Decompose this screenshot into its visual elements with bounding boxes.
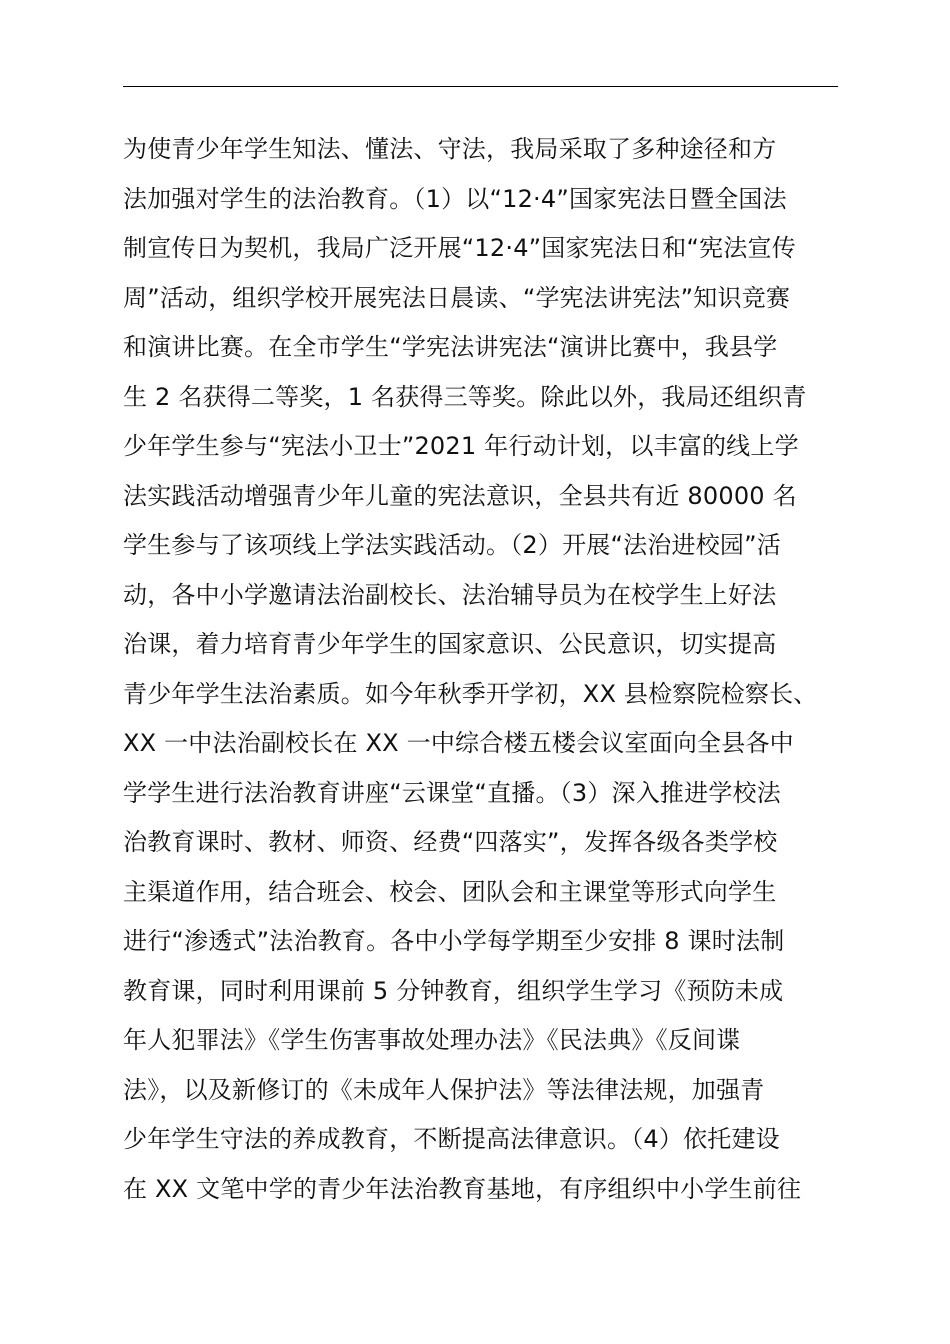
text-line: 和演讲比赛。在全市学生“学宪法讲宪法“演讲比赛中，我县学	[123, 333, 778, 361]
text-line: 教育课，同时利用课前 5 分钟教育，组织学生学习《预防未成	[123, 976, 784, 1005]
text-line: XX 一中法治副校长在 XX 一中综合楼五楼会议室面向全县各中	[123, 729, 794, 757]
text-line: 在 XX 文笔中学的青少年法治教育基地，有序组织中小学生前往	[123, 1174, 802, 1203]
text-line: 学学生进行法治教育讲座“云课堂“直播。（3）深入推进学校法	[123, 778, 781, 807]
text-line: 治课，着力培育青少年学生的国家意识、公民意识，切实提高	[123, 630, 777, 658]
text-line: 生 2 名获得二等奖，1 名获得三等奖。除此以外，我局还组织青	[123, 382, 807, 411]
text-line: 少年学生参与“宪法小卫士”2021 年行动计划，以丰富的线上学	[123, 432, 799, 460]
text-line: 为使青少年学生知法、懂法、守法，我局采取了多种途径和方	[123, 135, 777, 163]
paragraph	[123, 125, 903, 1214]
text-line: 周”活动，组织学校开展宪法日晨读、“学宪法讲宪法”知识竞赛	[123, 283, 791, 312]
text-line: 动，各中小学邀请法治副校长、法治辅导员为在校学生上好法	[123, 580, 777, 609]
text-line: 法加强对学生的法治教育。（1）以“12·4”国家宪法日暨全国法	[123, 184, 787, 213]
text-line: 制宣传日为契机，我局广泛开展“12·4”国家宪法日和“宪法宣传	[123, 234, 796, 262]
text-line: 进行“渗透式”法治教育。各中小学每学期至少安排 8 课时法制	[123, 927, 785, 955]
text-line: 治教育课时、教材、师资、经费“四落实”，发挥各级各类学校	[123, 828, 778, 856]
text-line: 学生参与了该项线上学法实践活动。（2）开展“法治进校园”活	[123, 531, 781, 559]
text-line: 法》，以及新修订的《未成年人保护法》等法律法规，加强青	[123, 1075, 765, 1104]
text-line: 少年学生守法的养成教育，不断提高法律意识。（4）依托建设	[123, 1125, 780, 1153]
header-rule	[123, 86, 838, 87]
text-line: 法实践活动增强青少年儿童的宪法意识，全县共有近 80000 名	[123, 481, 797, 510]
text-line: 年人犯罪法》《学生伤害事故处理办法》《民法典》《反间谍	[123, 1026, 741, 1054]
text-line: 主渠道作用，结合班会、校会、团队会和主课堂等形式向学生	[123, 877, 777, 906]
text-line: 青少年学生法治素质。如今年秋季开学初，XX 县检察院检察长、	[123, 679, 818, 708]
